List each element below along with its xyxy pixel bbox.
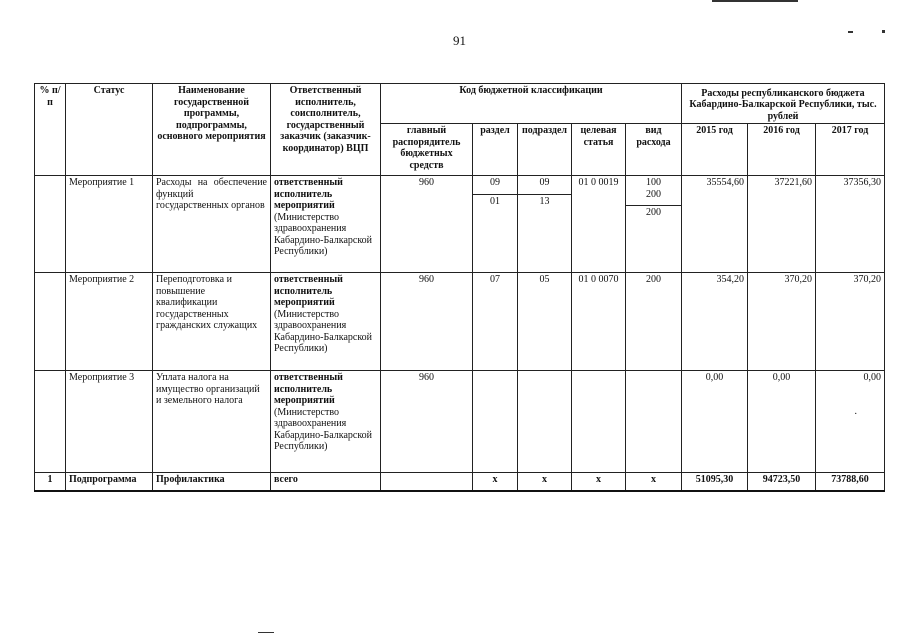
responsible-org: (Министерство здравоохранения Кабардино-Балкарской Республики) (274, 308, 373, 354)
row-num (35, 371, 66, 473)
col-status-header: Статус (66, 84, 153, 176)
row-grbs: 960 (381, 273, 473, 371)
table-row (35, 273, 885, 371)
row-2015: 0,00 (682, 371, 748, 473)
row-cs: х (572, 473, 626, 491)
vr-value: 100 (646, 177, 661, 188)
row-responsible (271, 176, 381, 273)
sub-2015-header: 2015 год (682, 124, 748, 176)
scan-mark (882, 30, 885, 33)
sub-cs-header: целевая статья (572, 124, 626, 176)
row-name: Уплата налога на имущество организаций и земельного налога (153, 371, 271, 473)
row-num: 1 (35, 473, 66, 491)
row-status: Мероприятие 3 (66, 371, 153, 473)
responsible-role: ответственный исполнитель мероприятий (274, 274, 343, 308)
row-razdel: х (473, 473, 518, 491)
mark-2017: . (854, 405, 857, 417)
responsible-org: (Министерство здравоохранения Кабардино-Балкарской Республики) (274, 406, 373, 452)
row-vr: 200 (626, 273, 682, 371)
top-edge-line (712, 0, 798, 2)
sub-grbs-header: главный распорядитель бюджетных средств (381, 124, 473, 176)
row-2017: 37356,30 (816, 176, 885, 273)
col-code-group-header: Код бюджетной классификации (381, 84, 682, 124)
row-2017: 73788,60 (816, 473, 885, 491)
row-2016: 370,20 (748, 273, 816, 371)
scan-mark (848, 31, 853, 33)
row-cs: 01 0 0070 (572, 273, 626, 371)
row-num (35, 273, 66, 371)
vr-value-3: 200 (626, 205, 681, 219)
sub-razdel-header: раздел (473, 124, 518, 176)
row-2017: 370,20 (816, 273, 885, 371)
row-name: Профилактика (153, 473, 271, 491)
row-responsible: всего (271, 473, 381, 491)
col-responsible-header: Ответственный исполнитель, соисполнитель, государственный заказчик (заказчик-координатор) ВЦП (271, 84, 381, 176)
row-podrazdel: х (518, 473, 572, 491)
header-row (35, 84, 885, 124)
row-2017 (816, 371, 885, 473)
col-num-header: % п/п (35, 84, 66, 176)
row-vr (626, 176, 682, 273)
budget-table (34, 83, 885, 492)
sub-vr-header: вид расхода (626, 124, 682, 176)
row-razdel (473, 176, 518, 273)
row-grbs: 960 (381, 176, 473, 273)
row-podrazdel (518, 176, 572, 273)
col-expenses-group-header: Расходы республиканского бюджета Кабардино-Балкарской Республики, тыс. рублей (682, 84, 885, 124)
row-vr: х (626, 473, 682, 491)
row-2016: 0,00 (748, 371, 816, 473)
row-cs: 01 0 0019 (572, 176, 626, 273)
table-row (35, 371, 885, 473)
podrazdel-value-2: 13 (518, 194, 571, 208)
row-num (35, 176, 66, 273)
row-podrazdel (518, 371, 572, 473)
row-2016: 94723,50 (748, 473, 816, 491)
razdel-value: 09 (490, 177, 500, 188)
row-status: Мероприятие 2 (66, 273, 153, 371)
row-status: Подпрограмма (66, 473, 153, 491)
table-row (35, 176, 885, 273)
bottom-edge-line (258, 632, 274, 633)
row-razdel (473, 371, 518, 473)
responsible-role: ответственный исполнитель мероприятий (274, 177, 343, 211)
row-name: Расходы на обеспечение функций государственных органов (153, 176, 271, 273)
table-row-subprogram (35, 473, 885, 491)
row-vr (626, 371, 682, 473)
row-name: Переподготовка и повышение квалификации государственных гражданских служащих (153, 273, 271, 371)
vr-value-2: 200 (646, 188, 661, 200)
responsible-org: (Министерство здравоохранения Кабардино-Балкарской Республики) (274, 211, 373, 257)
row-responsible (271, 371, 381, 473)
row-2015: 51095,30 (682, 473, 748, 491)
col-name-header: Наименование государственной программы, подпрограммы, основного мероприятия (153, 84, 271, 176)
row-grbs: 960 (381, 371, 473, 473)
podrazdel-value: 09 (539, 177, 550, 188)
razdel-value-2: 01 (473, 194, 517, 208)
row-podrazdel: 05 (518, 273, 572, 371)
responsible-role: ответственный исполнитель мероприятий (274, 372, 343, 406)
value-2017: 0,00 (863, 372, 881, 383)
row-razdel: 07 (473, 273, 518, 371)
page-number: 91 (453, 33, 466, 48)
row-2015: 354,20 (682, 273, 748, 371)
sub-2017-header: 2017 год (816, 124, 885, 176)
row-grbs (381, 473, 473, 491)
row-status: Мероприятие 1 (66, 176, 153, 273)
row-2016: 37221,60 (748, 176, 816, 273)
sub-podrazdel-header: подраздел (518, 124, 572, 176)
row-cs (572, 371, 626, 473)
row-2015: 35554,60 (682, 176, 748, 273)
row-responsible (271, 273, 381, 371)
sub-2016-header: 2016 год (748, 124, 816, 176)
